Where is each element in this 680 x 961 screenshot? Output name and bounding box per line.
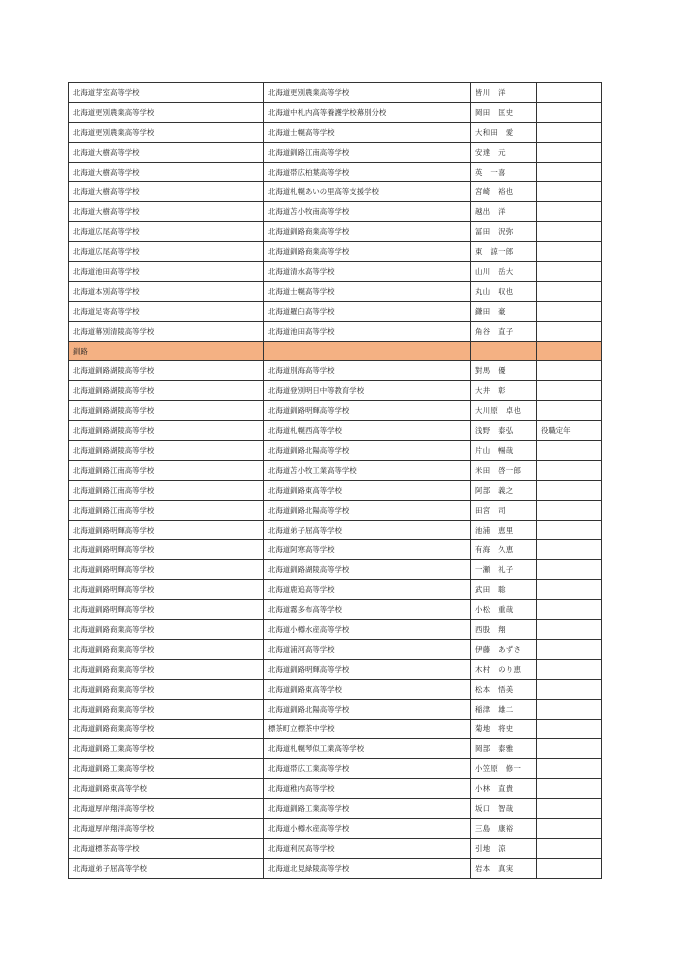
note-cell — [537, 341, 602, 361]
current-school-cell: 北海道釧路工業高等学校 — [69, 739, 264, 759]
note-cell — [537, 142, 602, 162]
person-name-cell: 東 諒一郎 — [471, 242, 537, 262]
new-school-cell: 北海道札幌琴似工業高等学校 — [264, 739, 471, 759]
person-name-cell: 稲津 雄二 — [471, 699, 537, 719]
note-cell — [537, 699, 602, 719]
note-cell — [537, 520, 602, 540]
personnel-transfer-table — [68, 82, 602, 879]
person-name-cell: 角谷 直子 — [471, 321, 537, 341]
new-school-cell: 北海道中札内高等養護学校幕別分校 — [264, 102, 471, 122]
new-school-cell: 北海道別海高等学校 — [264, 361, 471, 381]
new-school-cell: 北海道帯広柏葉高等学校 — [264, 162, 471, 182]
new-school-cell — [264, 341, 471, 361]
person-name-cell: 浅野 泰弘 — [471, 421, 537, 441]
current-school-cell: 北海道釧路商業高等学校 — [69, 639, 264, 659]
current-school-cell: 北海道大樹高等学校 — [69, 202, 264, 222]
table-row — [69, 142, 602, 162]
table-row — [69, 401, 602, 421]
current-school-cell: 北海道釧路江南高等学校 — [69, 460, 264, 480]
current-school-cell: 北海道釧路商業高等学校 — [69, 699, 264, 719]
note-cell — [537, 620, 602, 640]
current-school-cell: 北海道釧路江南高等学校 — [69, 500, 264, 520]
person-name-cell: 菊地 将史 — [471, 719, 537, 739]
person-name-cell: 小林 直貴 — [471, 779, 537, 799]
person-name-cell: 有海 久恵 — [471, 540, 537, 560]
note-cell — [537, 818, 602, 838]
note-cell — [537, 858, 602, 878]
person-name-cell: 安達 元 — [471, 142, 537, 162]
note-cell — [537, 381, 602, 401]
current-school-cell: 北海道釧路明輝高等学校 — [69, 560, 264, 580]
person-name-cell: 一瀬 礼子 — [471, 560, 537, 580]
person-name-cell: 片山 暢哉 — [471, 441, 537, 461]
note-cell — [537, 162, 602, 182]
table-row — [69, 460, 602, 480]
note-cell: 役職定年 — [537, 421, 602, 441]
note-cell — [537, 540, 602, 560]
table-row — [69, 182, 602, 202]
table-row — [69, 122, 602, 142]
current-school-cell: 北海道釧路江南高等学校 — [69, 480, 264, 500]
note-cell — [537, 242, 602, 262]
current-school-cell: 北海道芽室高等学校 — [69, 83, 264, 103]
table-row — [69, 600, 602, 620]
table-row — [69, 858, 602, 878]
region-header-row — [69, 341, 602, 361]
new-school-cell: 北海道小樽水産高等学校 — [264, 620, 471, 640]
new-school-cell: 北海道清水高等学校 — [264, 262, 471, 282]
new-school-cell: 北海道釧路東高等学校 — [264, 679, 471, 699]
new-school-cell: 北海道札幌あいの里高等支援学校 — [264, 182, 471, 202]
current-school-cell: 北海道弟子屈高等学校 — [69, 858, 264, 878]
person-name-cell: 木村 のり恵 — [471, 659, 537, 679]
current-school-cell: 北海道釧路商業高等学校 — [69, 679, 264, 699]
new-school-cell: 北海道札幌西高等学校 — [264, 421, 471, 441]
person-name-cell: 西股 翔 — [471, 620, 537, 640]
new-school-cell: 北海道釧路商業高等学校 — [264, 242, 471, 262]
note-cell — [537, 401, 602, 421]
person-name-cell: 越出 洋 — [471, 202, 537, 222]
new-school-cell: 北海道士幌高等学校 — [264, 122, 471, 142]
person-name-cell: 池浦 恵里 — [471, 520, 537, 540]
note-cell — [537, 441, 602, 461]
new-school-cell: 北海道羅臼高等学校 — [264, 301, 471, 321]
new-school-cell: 北海道鹿追高等学校 — [264, 580, 471, 600]
person-name-cell: 鎌田 豪 — [471, 301, 537, 321]
table-row — [69, 281, 602, 301]
new-school-cell: 北海道釧路工業高等学校 — [264, 799, 471, 819]
current-school-cell: 北海道釧路明輝高等学校 — [69, 580, 264, 600]
table-row — [69, 540, 602, 560]
new-school-cell: 北海道北見緑陵高等学校 — [264, 858, 471, 878]
new-school-cell: 北海道釧路湖陵高等学校 — [264, 560, 471, 580]
note-cell — [537, 222, 602, 242]
person-name-cell: 坂口 智哉 — [471, 799, 537, 819]
current-school-cell: 北海道本別高等学校 — [69, 281, 264, 301]
person-name-cell: 岡田 匡史 — [471, 102, 537, 122]
current-school-cell: 北海道幕別清陵高等学校 — [69, 321, 264, 341]
new-school-cell: 北海道帯広工業高等学校 — [264, 759, 471, 779]
note-cell — [537, 182, 602, 202]
note-cell — [537, 262, 602, 282]
table-row — [69, 560, 602, 580]
table-row — [69, 480, 602, 500]
person-name-cell: 小松 重哉 — [471, 600, 537, 620]
current-school-cell: 北海道更別農業高等学校 — [69, 102, 264, 122]
current-school-cell: 北海道池田高等学校 — [69, 262, 264, 282]
current-school-cell: 北海道大樹高等学校 — [69, 162, 264, 182]
table-row — [69, 262, 602, 282]
current-school-cell: 北海道大樹高等学校 — [69, 182, 264, 202]
table-row — [69, 222, 602, 242]
new-school-cell: 北海道利尻高等学校 — [264, 838, 471, 858]
new-school-cell: 北海道苫小牧南高等学校 — [264, 202, 471, 222]
current-school-cell: 北海道釧路東高等学校 — [69, 779, 264, 799]
current-school-cell: 北海道更別農業高等学校 — [69, 122, 264, 142]
table-row — [69, 361, 602, 381]
region-label: 釧路 — [69, 341, 264, 361]
table-row — [69, 321, 602, 341]
note-cell — [537, 281, 602, 301]
note-cell — [537, 679, 602, 699]
current-school-cell: 北海道広尾高等学校 — [69, 222, 264, 242]
current-school-cell: 北海道釧路商業高等学校 — [69, 719, 264, 739]
new-school-cell: 北海道釧路北陽高等学校 — [264, 441, 471, 461]
table-row — [69, 202, 602, 222]
note-cell — [537, 838, 602, 858]
note-cell — [537, 83, 602, 103]
person-name-cell: 對馬 優 — [471, 361, 537, 381]
note-cell — [537, 202, 602, 222]
table-row — [69, 242, 602, 262]
person-name-cell: 米田 啓一郎 — [471, 460, 537, 480]
person-name-cell: 宮崎 裕也 — [471, 182, 537, 202]
current-school-cell: 北海道広尾高等学校 — [69, 242, 264, 262]
current-school-cell: 北海道厚岸翔洋高等学校 — [69, 799, 264, 819]
new-school-cell: 北海道弟子屈高等学校 — [264, 520, 471, 540]
current-school-cell: 北海道釧路湖陵高等学校 — [69, 441, 264, 461]
note-cell — [537, 301, 602, 321]
table-row — [69, 719, 602, 739]
person-name-cell: 田宮 司 — [471, 500, 537, 520]
note-cell — [537, 580, 602, 600]
table-row — [69, 162, 602, 182]
current-school-cell: 北海道釧路工業高等学校 — [69, 759, 264, 779]
note-cell — [537, 480, 602, 500]
current-school-cell: 北海道足寄高等学校 — [69, 301, 264, 321]
table-row — [69, 639, 602, 659]
table-row — [69, 83, 602, 103]
new-school-cell: 北海道小樽水産高等学校 — [264, 818, 471, 838]
note-cell — [537, 739, 602, 759]
new-school-cell: 北海道阿寒高等学校 — [264, 540, 471, 560]
current-school-cell: 北海道標茶高等学校 — [69, 838, 264, 858]
note-cell — [537, 799, 602, 819]
table-row — [69, 699, 602, 719]
note-cell — [537, 779, 602, 799]
person-name-cell: 阿部 義之 — [471, 480, 537, 500]
current-school-cell: 北海道大樹高等学校 — [69, 142, 264, 162]
person-name-cell: 丸山 収也 — [471, 281, 537, 301]
new-school-cell: 北海道釧路北陽高等学校 — [264, 500, 471, 520]
note-cell — [537, 460, 602, 480]
current-school-cell: 北海道釧路明輝高等学校 — [69, 520, 264, 540]
new-school-cell: 北海道釧路明輝高等学校 — [264, 401, 471, 421]
new-school-cell: 北海道稚内高等学校 — [264, 779, 471, 799]
table-row — [69, 659, 602, 679]
table-row — [69, 102, 602, 122]
table-row — [69, 520, 602, 540]
new-school-cell: 標茶町立標茶中学校 — [264, 719, 471, 739]
new-school-cell: 北海道池田高等学校 — [264, 321, 471, 341]
new-school-cell: 北海道霧多布高等学校 — [264, 600, 471, 620]
table-row — [69, 838, 602, 858]
table-row — [69, 620, 602, 640]
table-row — [69, 580, 602, 600]
current-school-cell: 北海道釧路明輝高等学校 — [69, 600, 264, 620]
note-cell — [537, 321, 602, 341]
note-cell — [537, 102, 602, 122]
note-cell — [537, 560, 602, 580]
person-name-cell: 大和田 愛 — [471, 122, 537, 142]
note-cell — [537, 122, 602, 142]
person-name-cell: 小笠原 修一 — [471, 759, 537, 779]
new-school-cell: 北海道苫小牧工業高等学校 — [264, 460, 471, 480]
table-row — [69, 739, 602, 759]
person-name-cell: 岩本 真実 — [471, 858, 537, 878]
new-school-cell: 北海道釧路東高等学校 — [264, 480, 471, 500]
person-name-cell: 英 一喜 — [471, 162, 537, 182]
note-cell — [537, 639, 602, 659]
current-school-cell: 北海道釧路明輝高等学校 — [69, 540, 264, 560]
new-school-cell: 北海道登別明日中等教育学校 — [264, 381, 471, 401]
new-school-cell: 北海道釧路商業高等学校 — [264, 222, 471, 242]
note-cell — [537, 719, 602, 739]
table-row — [69, 381, 602, 401]
person-name-cell: 伊藤 あずさ — [471, 639, 537, 659]
current-school-cell: 北海道釧路湖陵高等学校 — [69, 361, 264, 381]
note-cell — [537, 759, 602, 779]
new-school-cell: 北海道士幌高等学校 — [264, 281, 471, 301]
current-school-cell: 北海道釧路湖陵高等学校 — [69, 401, 264, 421]
current-school-cell: 北海道釧路湖陵高等学校 — [69, 421, 264, 441]
person-name-cell: 山川 岳大 — [471, 262, 537, 282]
table-row — [69, 818, 602, 838]
table-row — [69, 301, 602, 321]
current-school-cell: 北海道釧路湖陵高等学校 — [69, 381, 264, 401]
person-name-cell: 皆川 洋 — [471, 83, 537, 103]
new-school-cell: 北海道浦河高等学校 — [264, 639, 471, 659]
current-school-cell: 北海道釧路商業高等学校 — [69, 620, 264, 640]
table-row — [69, 679, 602, 699]
person-name-cell: 引地 涼 — [471, 838, 537, 858]
person-name-cell: 冨田 況弥 — [471, 222, 537, 242]
person-name-cell: 松本 悟美 — [471, 679, 537, 699]
current-school-cell: 北海道釧路商業高等学校 — [69, 659, 264, 679]
person-name-cell — [471, 341, 537, 361]
note-cell — [537, 600, 602, 620]
table-row — [69, 759, 602, 779]
note-cell — [537, 361, 602, 381]
table-row — [69, 421, 602, 441]
table-row — [69, 779, 602, 799]
note-cell — [537, 659, 602, 679]
new-school-cell: 北海道釧路明輝高等学校 — [264, 659, 471, 679]
person-name-cell: 三島 康裕 — [471, 818, 537, 838]
table-body — [69, 83, 602, 879]
table-row — [69, 799, 602, 819]
new-school-cell: 北海道釧路江南高等学校 — [264, 142, 471, 162]
person-name-cell: 武田 聡 — [471, 580, 537, 600]
table-row — [69, 441, 602, 461]
person-name-cell: 大川原 卓也 — [471, 401, 537, 421]
current-school-cell: 北海道厚岸翔洋高等学校 — [69, 818, 264, 838]
new-school-cell: 北海道釧路北陽高等学校 — [264, 699, 471, 719]
person-name-cell: 大井 彰 — [471, 381, 537, 401]
note-cell — [537, 500, 602, 520]
person-name-cell: 岡部 泰雅 — [471, 739, 537, 759]
table-row — [69, 500, 602, 520]
new-school-cell: 北海道更別農業高等学校 — [264, 83, 471, 103]
